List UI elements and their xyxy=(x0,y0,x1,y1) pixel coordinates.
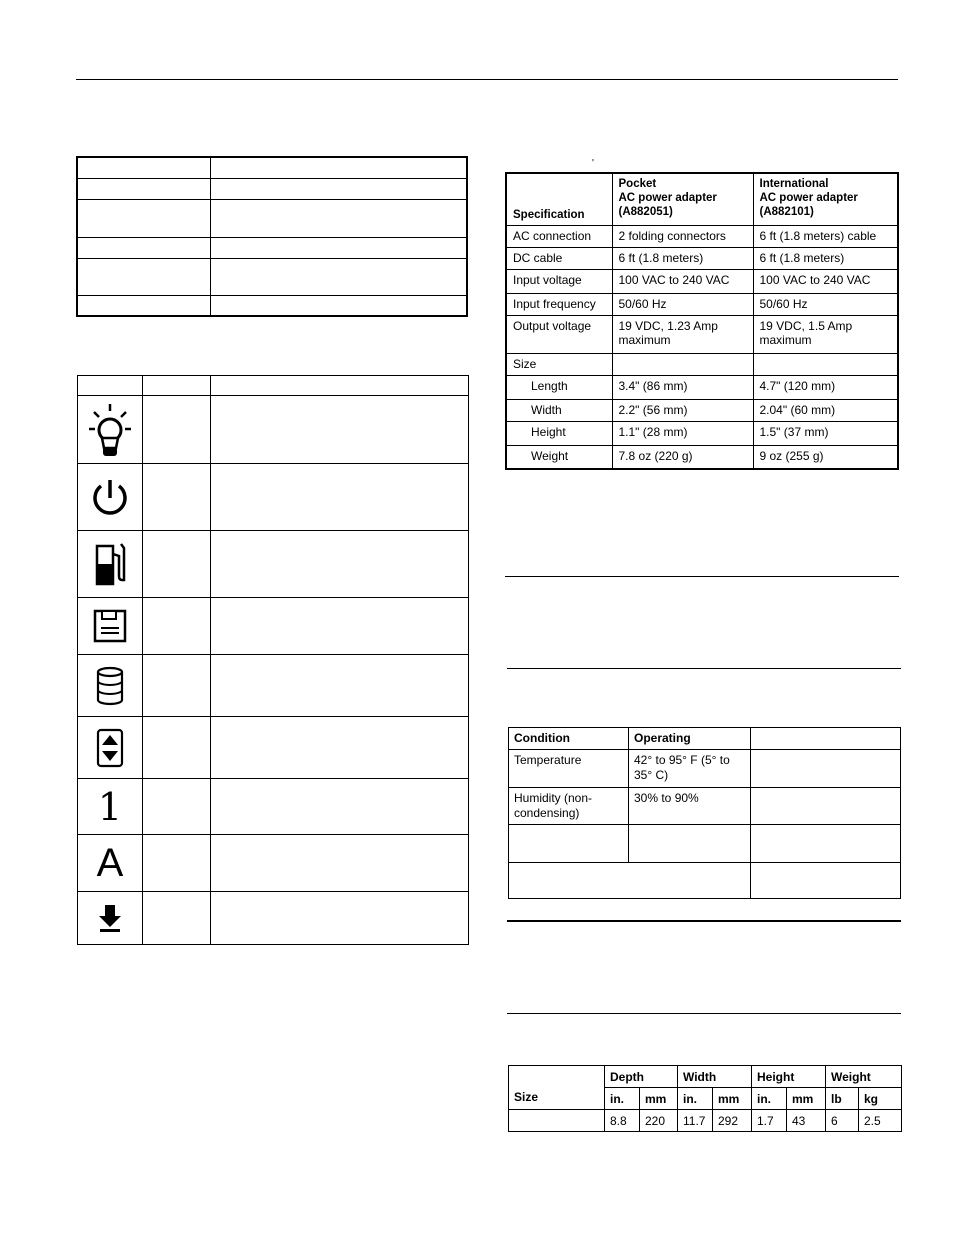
adapter-row xyxy=(506,421,898,445)
adapter-row-label: Output voltage xyxy=(506,315,612,353)
unit-header: in. xyxy=(678,1088,713,1110)
adapter-row-value xyxy=(612,353,753,375)
adapter-row-value: 9 oz (255 g) xyxy=(753,445,898,469)
adapter-row-label: Height xyxy=(506,421,612,445)
adapter-spec-table xyxy=(505,172,899,470)
env-operating: 42° to 95° F (5° to 35° C) xyxy=(629,750,751,788)
unit-header: mm xyxy=(787,1088,826,1110)
adapter-row-value: 2.04" (60 mm) xyxy=(753,399,898,421)
group-header: Depth xyxy=(605,1066,678,1088)
dimension-value: 11.7 xyxy=(678,1110,713,1132)
adapter-row-label: Input voltage xyxy=(506,269,612,293)
group-header: Width xyxy=(678,1066,752,1088)
adapter-row-value: 100 VAC to 240 VAC xyxy=(753,269,898,293)
unit-header: mm xyxy=(640,1088,678,1110)
adapter-row-value: 50/60 Hz xyxy=(753,293,898,315)
dimension-value: 292 xyxy=(713,1110,752,1132)
status-icon-table xyxy=(77,375,469,945)
unit-header: lb xyxy=(826,1088,859,1110)
group-header: Weight xyxy=(826,1066,902,1088)
num-lock-icon: 1 xyxy=(97,784,123,829)
adapter-row-value: 6 ft (1.8 meters) cable xyxy=(753,225,898,247)
adapter-row-value: 19 VDC, 1.5 Amp maximum xyxy=(753,315,898,353)
header-condition: Condition xyxy=(509,728,629,750)
adapter-row xyxy=(506,445,898,469)
dimension-value: 6 xyxy=(826,1110,859,1132)
group-header: Height xyxy=(752,1066,826,1088)
diskette-icon xyxy=(78,608,142,644)
scroll-lock-icon xyxy=(78,728,142,768)
adapter-row xyxy=(506,315,898,353)
adapter-row-label: Length xyxy=(506,375,612,399)
fuel-gauge-icon xyxy=(78,542,142,586)
hard-disk-icon xyxy=(78,666,142,706)
header-operating: Operating xyxy=(629,728,751,750)
section-rule-1 xyxy=(505,576,899,577)
caps-lock-icon: A xyxy=(96,841,124,885)
header-international: International AC power adapter (A882101) xyxy=(753,173,898,225)
adapter-row xyxy=(506,225,898,247)
adapter-row xyxy=(506,399,898,421)
download-arrow-icon xyxy=(78,903,142,933)
adapter-row-value xyxy=(753,353,898,375)
dimension-value: 8.8 xyxy=(605,1110,640,1132)
adapter-row-label: DC cable xyxy=(506,247,612,269)
dimension-value: 1.7 xyxy=(752,1110,787,1132)
adapter-row-value: 100 VAC to 240 VAC xyxy=(612,269,753,293)
adapter-row-value: 4.7" (120 mm) xyxy=(753,375,898,399)
top-rule xyxy=(76,79,898,80)
lightbulb-icon xyxy=(78,402,142,458)
unit-header: kg xyxy=(859,1088,902,1110)
adapter-row-label: Size xyxy=(506,353,612,375)
section-rule-2 xyxy=(507,668,901,669)
adapter-row-label: Weight xyxy=(506,445,612,469)
env-operating: 30% to 90% xyxy=(629,788,751,825)
adapter-row xyxy=(506,269,898,293)
power-icon xyxy=(78,477,142,517)
unit-header: in. xyxy=(752,1088,787,1110)
adapter-row-value: 2.2" (56 mm) xyxy=(612,399,753,421)
dimension-value: 43 xyxy=(787,1110,826,1132)
header-specification: Specification xyxy=(506,173,612,225)
adapter-row-label: AC connection xyxy=(506,225,612,247)
adapter-row-value: 6 ft (1.8 meters) xyxy=(612,247,753,269)
dimension-value: 220 xyxy=(640,1110,678,1132)
adapter-row xyxy=(506,353,898,375)
dimensions-table xyxy=(508,1065,902,1132)
adapter-row xyxy=(506,293,898,315)
tick-mark: ' xyxy=(592,158,594,169)
adapter-row-value: 19 VDC, 1.23 Amp maximum xyxy=(612,315,753,353)
adapter-row-value: 6 ft (1.8 meters) xyxy=(753,247,898,269)
adapter-row-value: 1.1" (28 mm) xyxy=(612,421,753,445)
section-rule-3 xyxy=(507,920,901,922)
adapter-row-label: Width xyxy=(506,399,612,421)
adapter-row-value: 2 folding connectors xyxy=(612,225,753,247)
unit-header: mm xyxy=(713,1088,752,1110)
size-label: Size xyxy=(509,1066,605,1110)
env-condition: Humidity (non-condensing) xyxy=(509,788,629,825)
section-rule-4 xyxy=(507,1013,901,1014)
env-condition: Temperature xyxy=(509,750,629,788)
environment-table xyxy=(508,727,901,899)
adapter-row-value: 50/60 Hz xyxy=(612,293,753,315)
adapter-row-value: 3.4" (86 mm) xyxy=(612,375,753,399)
adapter-row-label: Input frequency xyxy=(506,293,612,315)
header-pocket: Pocket AC power adapter (A882051) xyxy=(612,173,753,225)
adapter-row-value: 7.8 oz (220 g) xyxy=(612,445,753,469)
adapter-row xyxy=(506,247,898,269)
unit-header: in. xyxy=(605,1088,640,1110)
blank-spec-table xyxy=(76,156,468,317)
adapter-row xyxy=(506,375,898,399)
adapter-row-value: 1.5" (37 mm) xyxy=(753,421,898,445)
dimension-value: 2.5 xyxy=(859,1110,902,1132)
